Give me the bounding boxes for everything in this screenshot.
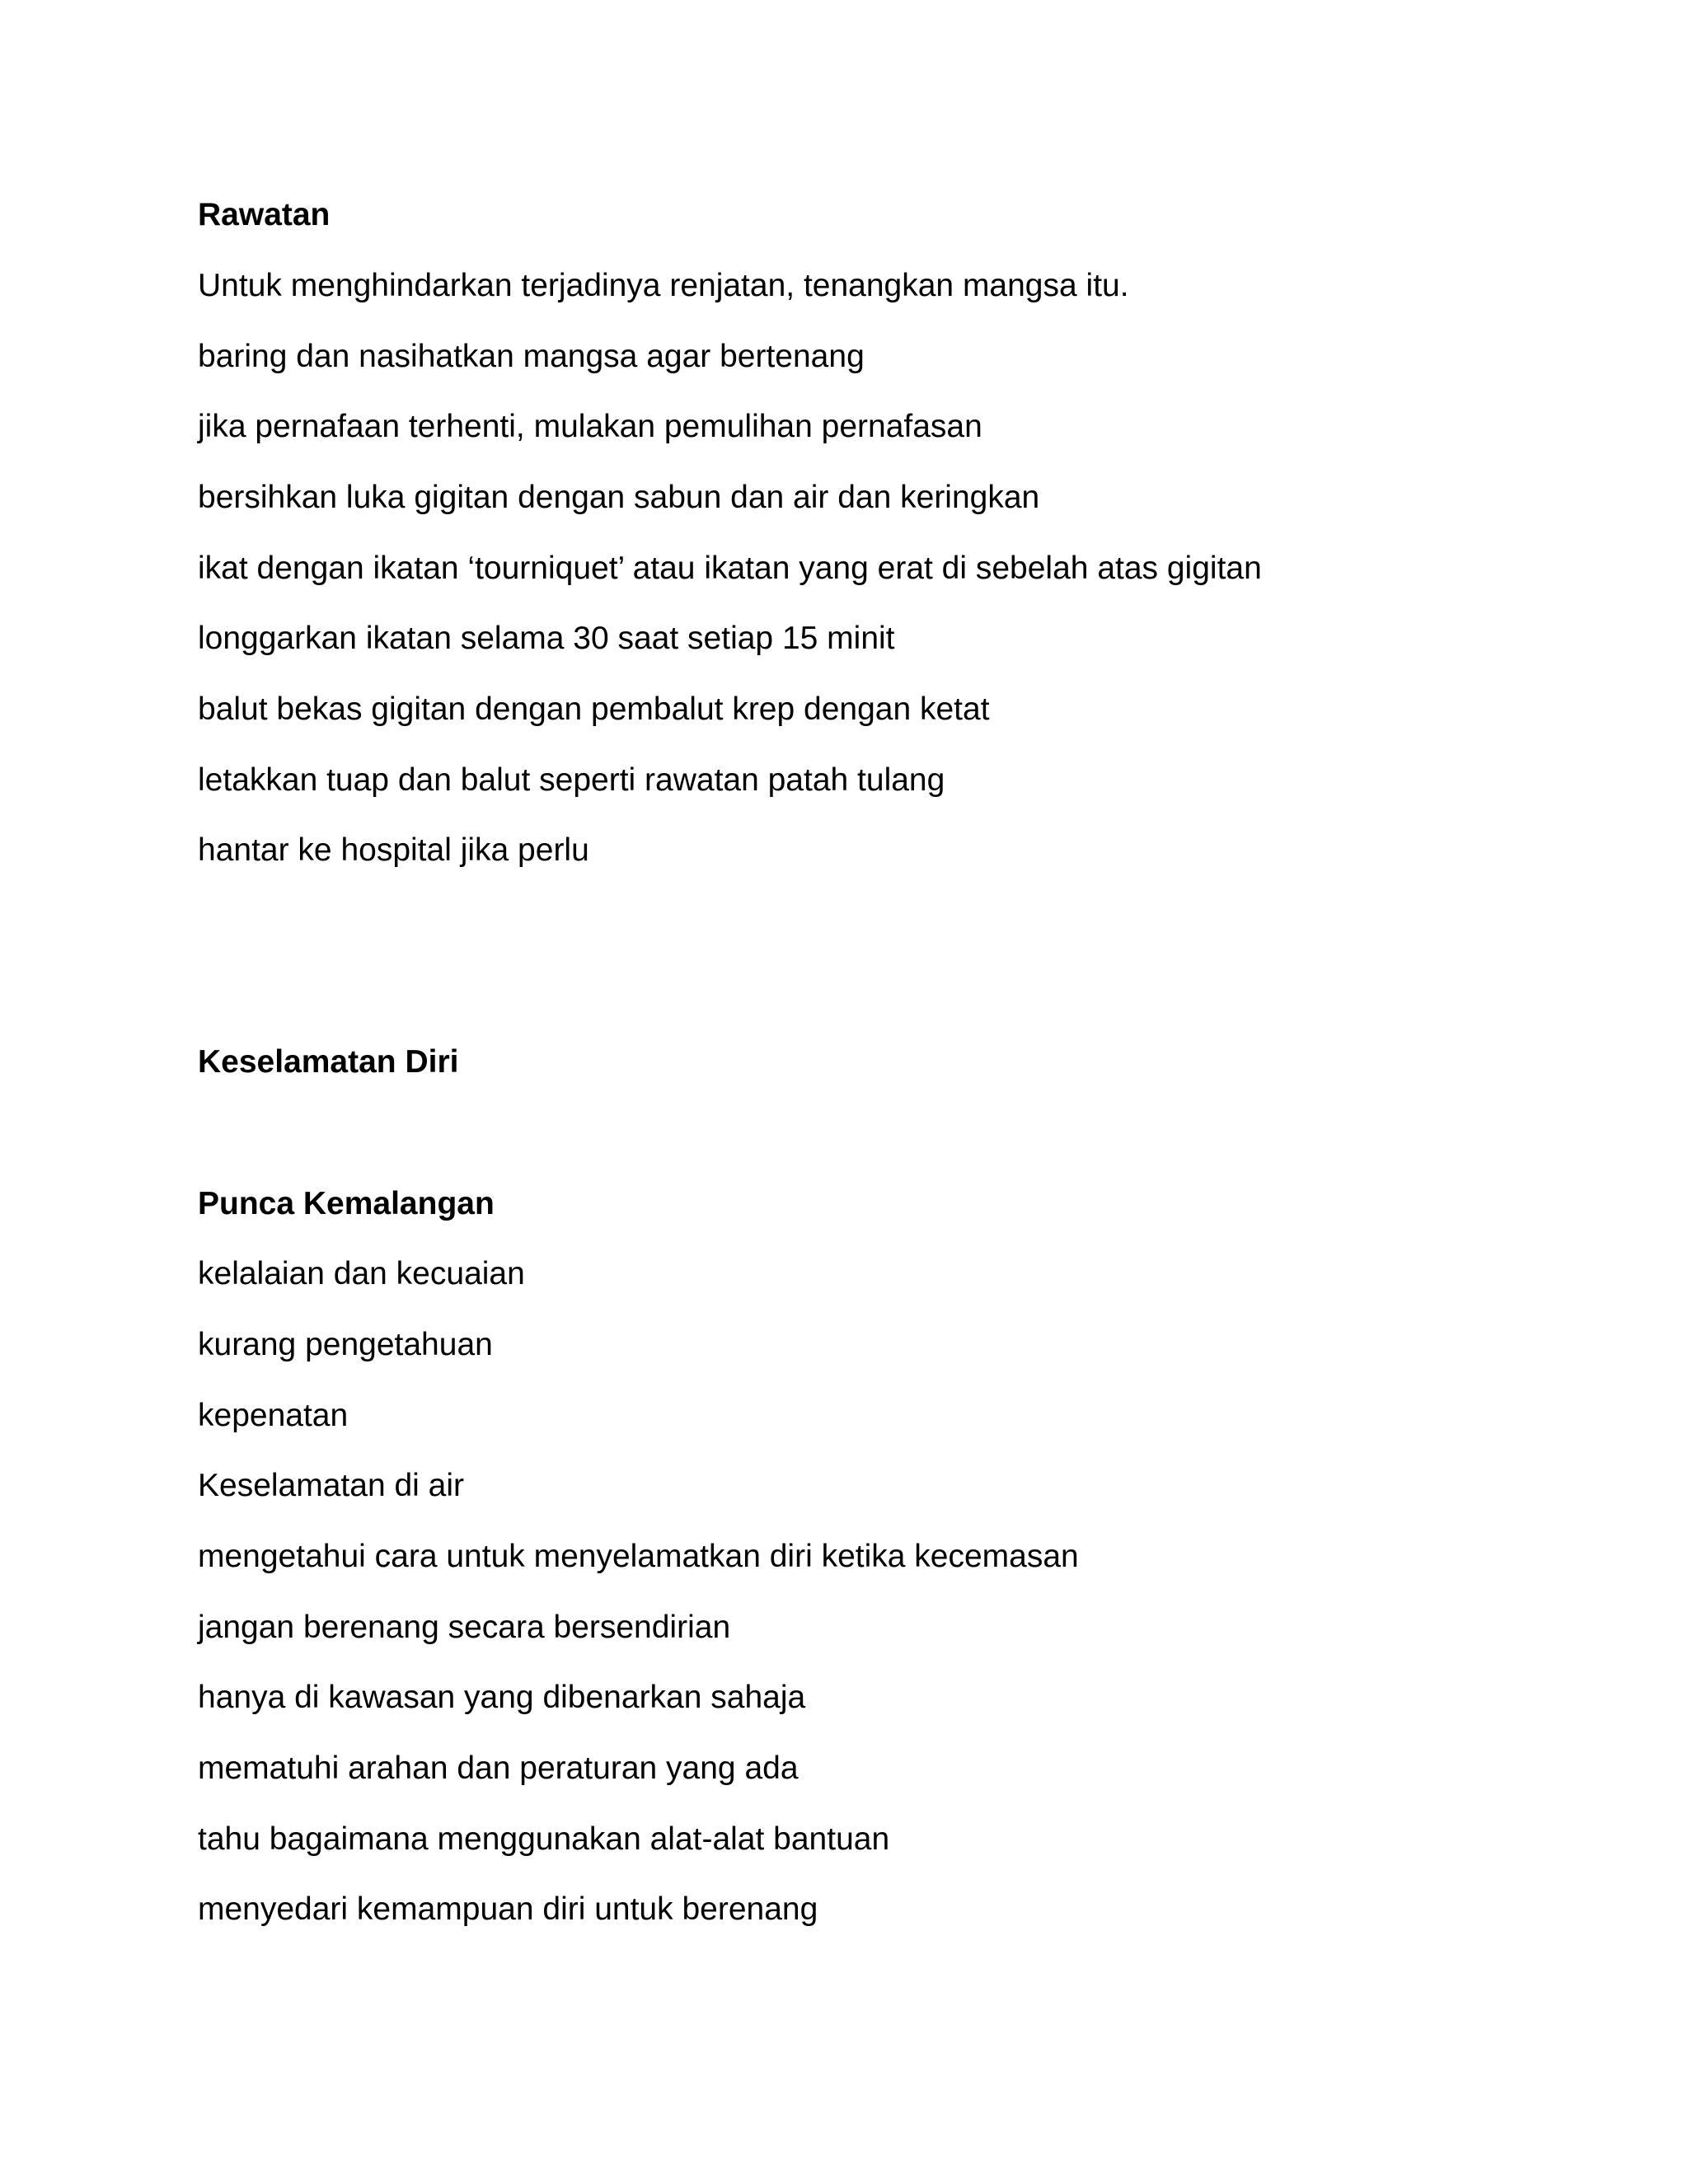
punca-line: mengetahui cara untuk menyelamatkan diri ketika kecemasan xyxy=(198,1539,1079,1574)
rawatan-line: jika pernafaan terhenti, mulakan pemulihan pernafasan xyxy=(198,409,982,444)
punca-line: mematuhi arahan dan peraturan yang ada xyxy=(198,1750,799,1786)
punca-line: kelalaian dan kecuaian xyxy=(198,1256,525,1291)
heading-rawatan: Rawatan xyxy=(198,197,331,232)
rawatan-line: hantar ke hospital jika perlu xyxy=(198,832,589,868)
punca-line: Keselamatan di air xyxy=(198,1468,465,1503)
rawatan-line: ikat dengan ikatan ‘tourniquet’ atau ikatan yang erat di sebelah atas gigitan xyxy=(198,551,1262,586)
punca-line: menyedari kemampuan diri untuk berenang xyxy=(198,1891,818,1927)
punca-line: hanya di kawasan yang dibenarkan sahaja xyxy=(198,1680,806,1715)
rawatan-line: baring dan nasihatkan mangsa agar bertenang xyxy=(198,339,865,374)
punca-line: tahu bagaimana menggunakan alat-alat bantuan xyxy=(198,1821,890,1857)
rawatan-line: Untuk menghindarkan terjadinya renjatan, tenangkan mangsa itu. xyxy=(198,268,1129,303)
rawatan-line: letakkan tuap dan balut seperti rawatan patah tulang xyxy=(198,762,945,798)
rawatan-line: longgarkan ikatan selama 30 saat setiap 15 minit xyxy=(198,621,895,656)
punca-line: jangan berenang secara bersendirian xyxy=(198,1610,731,1645)
rawatan-line: bersihkan luka gigitan dengan sabun dan air dan keringkan xyxy=(198,480,1040,515)
punca-line: kepenatan xyxy=(198,1398,349,1433)
rawatan-line: balut bekas gigitan dengan pembalut krep dengan ketat xyxy=(198,691,990,727)
punca-line: kurang pengetahuan xyxy=(198,1327,493,1362)
heading-keselamatan-diri: Keselamatan Diri xyxy=(198,1044,459,1080)
heading-punca-kemalangan: Punca Kemalangan xyxy=(198,1186,495,1221)
